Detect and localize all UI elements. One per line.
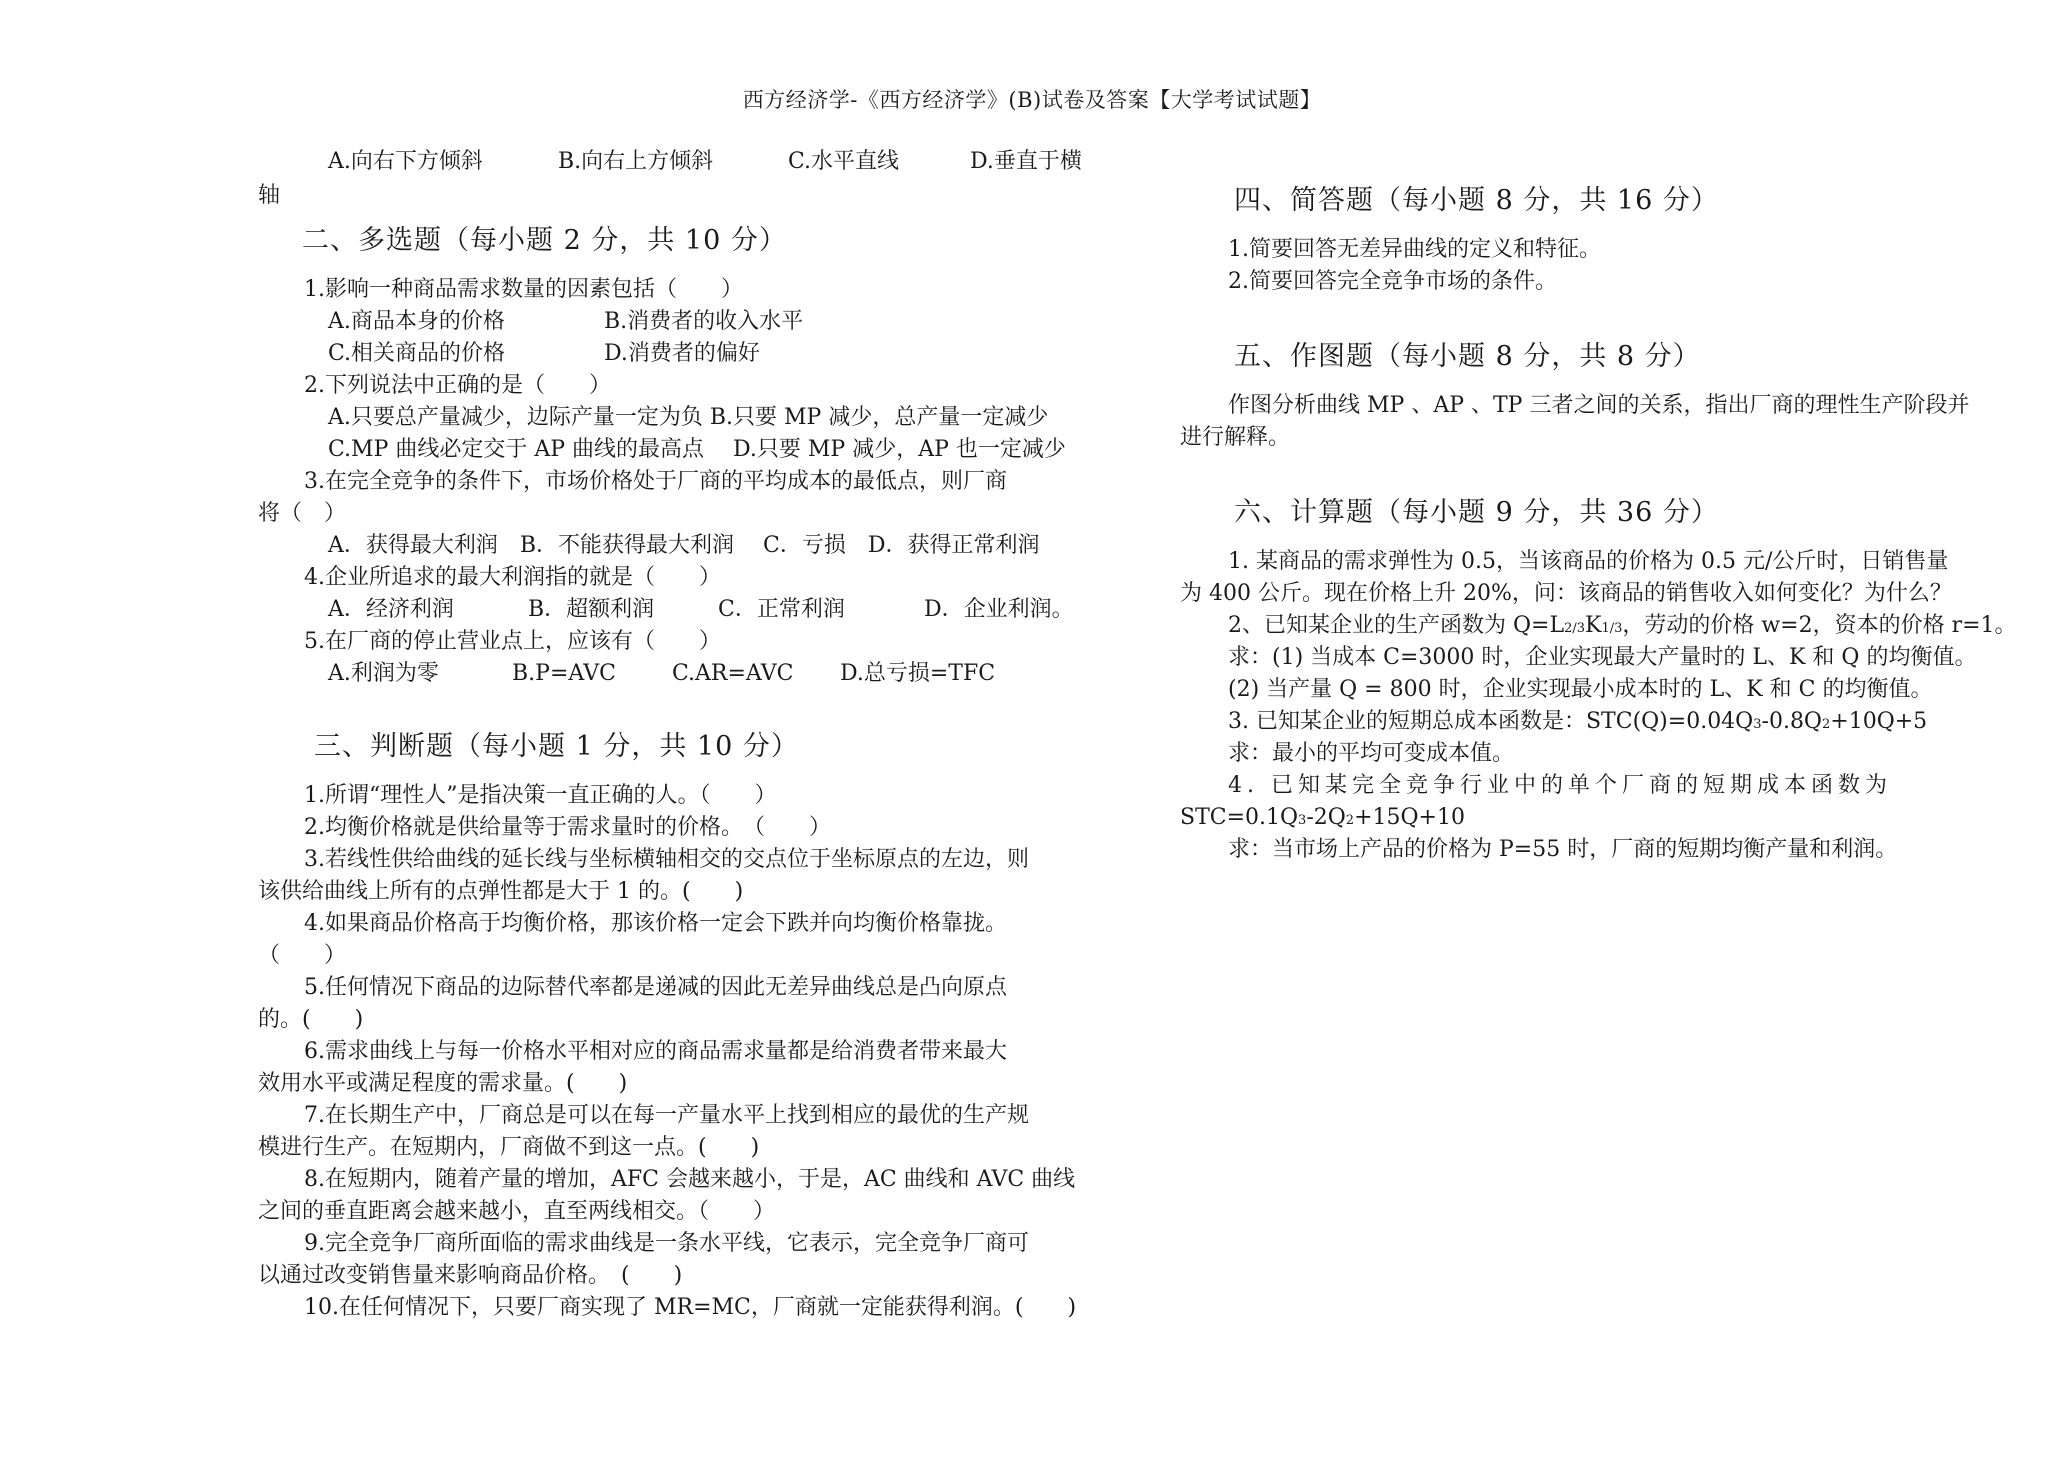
formula-text: ，劳动的价格 w=2，资本的价格 r=1。 <box>1622 613 2017 638</box>
formula-text: -0.8Q <box>1761 709 1822 734</box>
question-line: 10.在任何情况下，只要厂商实现了 MR=MC，厂商就一定能获得利润。( ) <box>304 1295 1077 1320</box>
question-line: 1.简要回答无差异曲线的定义和特征。 <box>1228 237 1601 262</box>
option-b: B.向右上方倾斜 <box>558 149 714 174</box>
question-line: (2) 当产量 Q = 800 时，企业实现最小成本时的 L、K 和 C 的均衡值。 <box>1228 677 1933 702</box>
formula-exponent: 2 <box>1345 813 1355 828</box>
section-title-short-answer: 四、简答题（每小题 8 分，共 16 分） <box>1234 185 1719 216</box>
option-d: D．企业利润。 <box>924 597 1074 622</box>
option-c: C.水平直线 <box>788 149 900 174</box>
option-b: B.P=AVC <box>512 661 616 686</box>
question-line <box>1228 612 2017 643</box>
section-title-calculation: 六、计算题（每小题 9 分，共 36 分） <box>1234 497 1719 528</box>
question-line: 的。( ) <box>258 1007 364 1032</box>
question-line: 求：当市场上产品的价格为 P=55 时，厂商的短期均衡产量和利润。 <box>1228 837 1898 862</box>
formula-text: STC=0.1Q <box>1180 805 1299 830</box>
formula-exponent: 1/3 <box>1601 621 1623 636</box>
section-title-drawing: 五、作图题（每小题 8 分，共 8 分） <box>1234 341 1701 372</box>
question-stem-wrap: 将（ ） <box>258 501 347 526</box>
question-line <box>1180 804 1465 835</box>
formula-text: +10Q+5 <box>1830 709 1928 734</box>
option-d: D.消费者的偏好 <box>604 341 760 366</box>
formula-exponent: 3 <box>1753 717 1762 732</box>
option-c: C.相关商品的价格 <box>328 341 506 366</box>
question-line: 求：最小的平均可变成本值。 <box>1228 741 1515 766</box>
option-wrap: 轴 <box>258 183 281 208</box>
option-b: B.消费者的收入水平 <box>604 309 804 334</box>
question-line: 进行解释。 <box>1180 425 1291 450</box>
question-line <box>1228 708 1927 739</box>
question-line: 6.需求曲线上与每一价格水平相对应的商品需求量都是给消费者带来最大 <box>304 1039 1007 1064</box>
question-line: 作图分析曲线 MP 、AP 、TP 三者之间的关系，指出厂商的理性生产阶段并 <box>1228 393 1970 418</box>
formula-exponent: 2 <box>1821 717 1831 732</box>
question-line: 8.在短期内，随着产量的增加，AFC 会越来越小，于是，AC 曲线和 AVC 曲线 <box>304 1167 1076 1192</box>
formula-exponent: 2/3 <box>1564 621 1585 636</box>
question-line: 为 400 公斤。现在价格上升 20%，问：该商品的销售收入如何变化？为什么？ <box>1180 581 1952 606</box>
section-title-true-false: 三、判断题（每小题 1 分，共 10 分） <box>314 731 799 762</box>
question-line: 以通过改变销售量来影响商品价格。 ( ) <box>258 1263 683 1288</box>
question-line: 1.所谓“理性人”是指决策一直正确的人。（ ） <box>304 783 777 808</box>
question-line: 模进行生产。在短期内，厂商做不到这一点。( ) <box>258 1135 760 1160</box>
question-line: 2.简要回答完全竞争市场的条件。 <box>1228 269 1557 294</box>
question-line: 3.若线性供给曲线的延长线与坐标横轴相交的交点位于坐标原点的左边，则 <box>304 847 1029 872</box>
question-options: A.只要总产量减少，边际产量一定为负 B.只要 MP 减少，总产量一定减少 <box>328 405 1049 430</box>
question-line: 之间的垂直距离会越来越小，直至两线相交。（ ） <box>258 1199 776 1224</box>
option-a: A.商品本身的价格 <box>328 309 505 334</box>
question-line: 4. 已知某完全竞争行业中的单个厂商的短期成本函数为 <box>1228 773 1892 798</box>
question-stem: 1.影响一种商品需求数量的因素包括（ ） <box>304 277 743 302</box>
formula-text: +15Q+10 <box>1354 805 1465 830</box>
question-options: C.MP 曲线必定交于 AP 曲线的最高点 D.只要 MP 减少，AP 也一定减少 <box>328 437 1066 462</box>
option-a: A.利润为零 <box>328 661 439 686</box>
page-header: 西方经济学-《西方经济学》(B)试卷及答案【大学考试试题】 <box>742 88 1322 112</box>
option-c: C.AR=AVC <box>672 661 794 686</box>
option-d: D.垂直于横 <box>970 149 1082 174</box>
question-line: 1. 某商品的需求弹性为 0.5，当该商品的价格为 0.5 元/公斤时，日销售量 <box>1228 549 1949 574</box>
option-b: B．超额利润 <box>528 597 655 622</box>
question-stem: 4.企业所追求的最大利润指的就是（ ） <box>304 565 721 590</box>
option-a: A.向右下方倾斜 <box>328 149 483 174</box>
formula-text: -2Q <box>1306 805 1346 830</box>
question-stem: 5.在厂商的停止营业点上，应该有（ ） <box>304 629 721 654</box>
option-c: C．正常利润 <box>718 597 845 622</box>
question-line: （ ） <box>258 943 347 968</box>
question-line: 9.完全竞争厂商所面临的需求曲线是一条水平线，它表示，完全竞争厂商可 <box>304 1231 1029 1256</box>
formula-text: 3. 已知某企业的短期总成本函数是：STC(Q)=0.04Q <box>1228 709 1754 734</box>
question-stem: 2.下列说法中正确的是（ ） <box>304 373 611 398</box>
question-line: 求：(1) 当成本 C=3000 时，企业实现最大产量时的 L、K 和 Q 的均衡值。 <box>1228 645 1977 670</box>
question-line: 7.在长期生产中，厂商总是可以在每一产量水平上找到相应的最优的生产规 <box>304 1103 1029 1128</box>
formula-exponent: 3 <box>1298 813 1307 828</box>
formula-text: 2、已知某企业的生产函数为 Q=L <box>1228 613 1565 638</box>
question-stem: 3.在完全竞争的条件下，市场价格处于厂商的平均成本的最低点，则厂商 <box>304 469 1007 494</box>
question-line: 该供给曲线上所有的点弹性都是大于 1 的。( ) <box>258 879 744 904</box>
question-line: 5.任何情况下商品的边际替代率都是递减的因此无差异曲线总是凸向原点 <box>304 975 1007 1000</box>
question-options: A．获得最大利润 B．不能获得最大利润 C．亏损 D．获得正常利润 <box>328 533 1040 558</box>
question-line: 4.如果商品价格高于均衡价格，那该价格一定会下跌并向均衡价格靠拢。 <box>304 911 1007 936</box>
question-line: 效用水平或满足程度的需求量。( ) <box>258 1071 628 1096</box>
option-a: A．经济利润 <box>328 597 454 622</box>
question-line: 2.均衡价格就是供给量等于需求量时的价格。 （ ） <box>304 815 831 840</box>
option-d: D.总亏损=TFC <box>840 661 996 686</box>
section-title-multi-choice: 二、多选题（每小题 2 分，共 10 分） <box>302 225 787 256</box>
formula-text: K <box>1585 613 1602 638</box>
